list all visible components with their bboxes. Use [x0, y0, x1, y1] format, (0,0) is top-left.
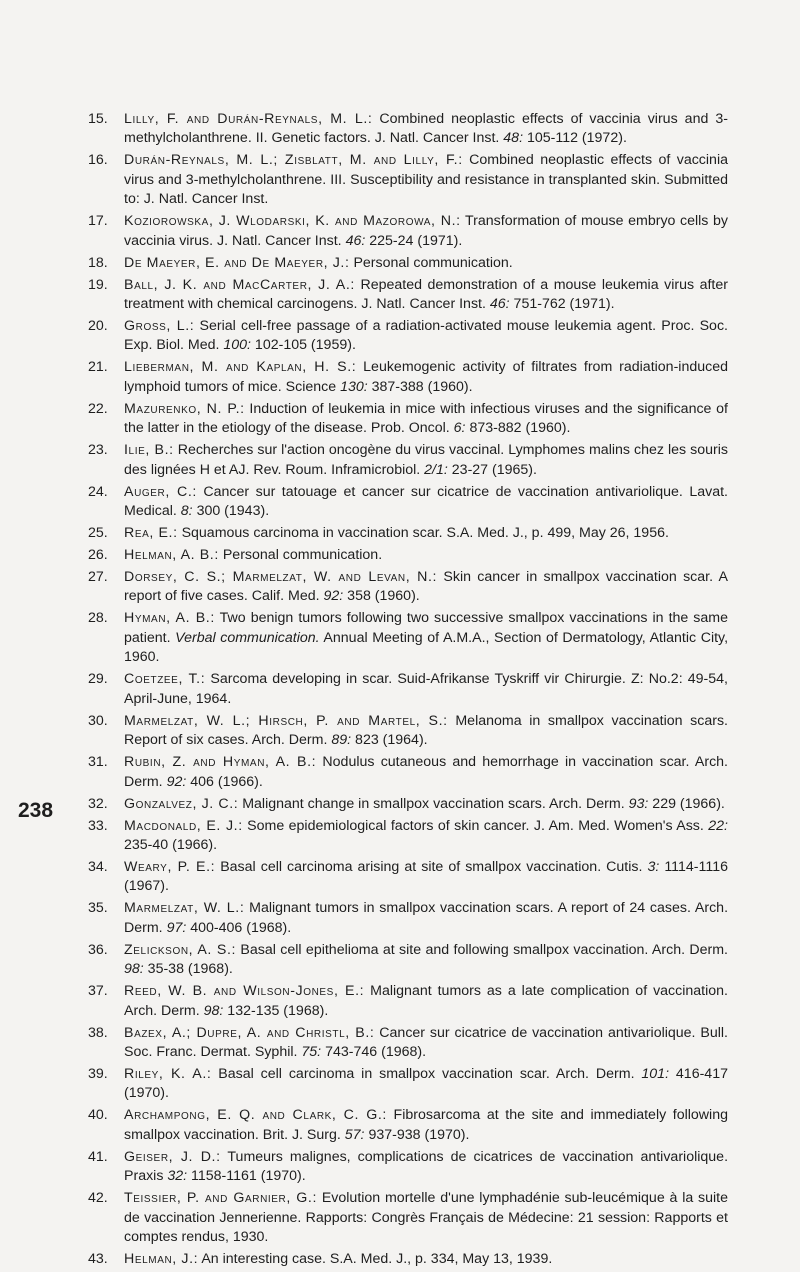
- reference-authors: Ball, J. K. and MacCarter, J. A.:: [124, 276, 355, 293]
- reference-tail: 23-27 (1965).: [447, 461, 537, 478]
- reference-authors: Zelickson, A. S.:: [124, 941, 237, 958]
- reference-text: Cancer sur tatouage et cancer sur cicatrice de vaccination antivariolique. Lavat. Medical.: [124, 483, 729, 520]
- reference-authors: Lieberman, M. and Kaplan, H. S.:: [124, 359, 357, 376]
- reference-item: [88, 941, 728, 980]
- reference-authors: Coetzee, T.:: [124, 671, 206, 688]
- reference-number: 24.: [88, 483, 108, 500]
- reference-tail: 300 (1943).: [192, 503, 270, 520]
- reference-volume: 130:: [340, 378, 368, 395]
- reference-volume: 97:: [166, 919, 187, 936]
- reference-authors: Ilie, B.:: [124, 442, 174, 459]
- reference-authors: Weary, P. E.:: [124, 858, 216, 875]
- reference-volume: 92:: [323, 588, 344, 605]
- reference-authors: Geiser, J. D.:: [124, 1148, 221, 1165]
- reference-volume: Verbal communication.: [175, 629, 320, 646]
- reference-tail: 823 (1964).: [351, 732, 428, 749]
- reference-number: 42.: [88, 1190, 108, 1207]
- reference-volume: 75:: [301, 1043, 322, 1060]
- reference-item: [88, 400, 728, 439]
- reference-item: [88, 795, 728, 814]
- reference-volume: 2/1:: [424, 461, 448, 478]
- reference-list: [88, 110, 728, 1272]
- reference-authors: Helman, A. B.:: [124, 547, 219, 564]
- reference-volume: 46:: [345, 232, 366, 249]
- reference-volume: 32:: [167, 1168, 188, 1185]
- reference-tail: 1158-1161 (1970).: [187, 1168, 306, 1185]
- reference-text: Combined neoplastic effects of vaccinia virus and 3-methylcholanthrene. II. Genetic factors. J. Natl. Cancer Inst.: [124, 111, 728, 147]
- reference-volume: 22:: [708, 817, 728, 834]
- reference-authors: Lilly, F. and Durán-Reynals, M. L.:: [124, 111, 373, 127]
- reference-number: 37.: [88, 983, 108, 1000]
- reference-authors: Auger, C.:: [124, 483, 197, 500]
- reference-volume: 93:: [628, 795, 649, 812]
- reference-text: Repeated demonstration of a mouse leukemia virus after treatment with chemical carcinogens. J. Natl. Cancer Inst.: [124, 276, 728, 313]
- reference-number: 28.: [88, 610, 108, 627]
- reference-item: [88, 483, 728, 522]
- reference-volume: 100:: [223, 337, 251, 354]
- reference-text: An interesting case. S.A. Med. J., p. 334, May 13, 1939.: [198, 1250, 553, 1267]
- reference-text: Skin cancer in smallpox vaccination scar. A report of five cases. Calif. Med.: [124, 569, 729, 605]
- reference-text: Evolution mortelle d'une lymphadénie sub-leucémique à la suite de vaccination Jennerienne. Rapports: Congrès Français de Médecine: 21 session: Rapports et comptes rendus, 1930.: [124, 1190, 729, 1245]
- reference-authors: Rea, E.:: [124, 525, 178, 542]
- reference-item: [88, 712, 728, 751]
- reference-number: 19.: [88, 276, 108, 293]
- reference-text: Personal communication.: [218, 547, 383, 564]
- reference-number: 38.: [88, 1024, 108, 1041]
- reference-item: [88, 151, 728, 209]
- reference-number: 43.: [88, 1250, 108, 1267]
- reference-item: [88, 1148, 728, 1187]
- reference-item: [88, 254, 728, 273]
- reference-tail: 937-938 (1970).: [364, 1126, 470, 1143]
- reference-number: 31.: [88, 754, 108, 771]
- reference-tail: 406 (1966).: [186, 773, 263, 790]
- reference-tail: 1114-1116 (1967).: [124, 858, 728, 895]
- reference-item: [88, 1106, 728, 1145]
- reference-authors: Riley, K. A.:: [124, 1065, 212, 1082]
- reference-authors: Gonzalvez, J. C.:: [124, 795, 239, 812]
- reference-volume: 101:: [641, 1065, 670, 1082]
- reference-volume: 8:: [180, 503, 193, 520]
- reference-text: Melanoma in smallpox vaccination scars. Report of six cases. Arch. Derm.: [124, 712, 728, 749]
- reference-volume: 89:: [331, 732, 352, 749]
- reference-text: Malignant tumors as a late complication of vaccination. Arch. Derm.: [124, 983, 728, 1019]
- reference-tail: Annual Meeting of A.M.A., Section of Dermatology, Atlantic City, 1960.: [124, 629, 729, 666]
- reference-number: 16.: [88, 152, 108, 169]
- reference-item: [88, 1189, 728, 1247]
- reference-text: Basal cell epithelioma at site and following smallpox vaccination. Arch. Derm.: [236, 941, 729, 958]
- reference-tail: 743-746 (1968).: [321, 1043, 427, 1060]
- reference-authors: Gross, L.:: [124, 318, 195, 335]
- reference-volume: 6:: [453, 420, 466, 437]
- reference-item: [88, 753, 728, 792]
- reference-text: Recherches sur l'action oncogène du virus vaccinal. Lymphomes malins chez les souris des lignées H et AJ. Rev. Roum. Inframicrobiol.: [124, 442, 728, 478]
- reference-tail: 358 (1960).: [343, 588, 420, 605]
- reference-number: 23.: [88, 442, 108, 459]
- reference-number: 15.: [88, 111, 108, 127]
- reference-text: Leukemogenic activity of filtrates from radiation-induced lymphoid tumors of mice. Science: [124, 359, 728, 395]
- reference-number: 36.: [88, 941, 108, 958]
- reference-tail: 400-406 (1968).: [186, 919, 292, 936]
- reference-number: 30.: [88, 712, 108, 729]
- reference-authors: Reed, W. B. and Wilson-Jones, E.:: [124, 983, 365, 1000]
- reference-tail: 102-105 (1959).: [250, 337, 356, 354]
- reference-number: 39.: [88, 1065, 108, 1082]
- reference-item: [88, 524, 728, 543]
- reference-tail: 387-388 (1960).: [367, 378, 473, 395]
- reference-number: 17.: [88, 213, 108, 230]
- reference-authors: Durán-Reynals, M. L.; Zisblatt, M. and Lilly, F.:: [124, 152, 463, 169]
- reference-number: 33.: [88, 817, 108, 834]
- reference-item: [88, 1250, 728, 1269]
- reference-number: 21.: [88, 359, 108, 376]
- reference-text: Tumeurs malignes, complications de cicatrices de vaccination antivariolique. Praxis: [124, 1148, 729, 1185]
- reference-volume: 92:: [166, 773, 187, 790]
- reference-item: [88, 212, 728, 251]
- reference-authors: Marmelzat, W. L.; Hirsch, P. and Martel, S.:: [124, 712, 448, 729]
- reference-number: 25.: [88, 525, 108, 542]
- reference-volume: 98:: [203, 1002, 224, 1019]
- reference-item: [88, 276, 728, 315]
- reference-authors: Bazex, A.; Dupre, A. and Christl, B.:: [124, 1024, 375, 1041]
- page-number: 238: [18, 799, 54, 822]
- reference-item: [88, 441, 728, 480]
- reference-text: Squamous carcinoma in vaccination scar. S.A. Med. J., p. 499, May 26, 1956.: [177, 525, 669, 542]
- reference-text: Malignant tumors in smallpox vaccination scars. A report of 24 cases. Arch. Derm.: [124, 900, 729, 936]
- reference-number: 41.: [88, 1148, 108, 1165]
- reference-text: Induction of leukemia in mice with infectious viruses and the significance of the latter in the etiology of the disease. Prob. Oncol.: [124, 400, 728, 437]
- reference-text: Basal cell carcinoma arising at site of smallpox vaccination. Cutis.: [215, 858, 648, 875]
- reference-text: Some epidemiological factors of skin cancer. J. Am. Med. Women's Ass.: [242, 817, 709, 834]
- reference-authors: De Maeyer, E. and De Maeyer, J.:: [124, 254, 350, 271]
- reference-tail: 873-882 (1960).: [465, 420, 571, 437]
- reference-text: Transformation of mouse embryo cells by vaccinia virus. J. Natl. Cancer Inst.: [124, 213, 728, 249]
- reference-text: Personal communication.: [349, 254, 513, 271]
- reference-authors: Hyman, A. B.:: [124, 610, 215, 627]
- reference-number: 34.: [88, 858, 108, 875]
- reference-text: Cancer sur cicatrice de vaccination antivariolique. Bull. Soc. Franc. Dermat. Syphil.: [124, 1024, 728, 1060]
- reference-item: [88, 110, 728, 149]
- reference-item: [88, 982, 728, 1021]
- reference-number: 18.: [88, 254, 108, 271]
- reference-item: [88, 670, 728, 709]
- reference-item: [88, 858, 728, 897]
- reference-number: 32.: [88, 795, 108, 812]
- reference-item: [88, 899, 728, 938]
- reference-tail: 105-112 (1972).: [523, 130, 627, 147]
- reference-tail: 229 (1966).: [648, 795, 725, 812]
- reference-item: [88, 546, 728, 565]
- reference-text: Malignant change in smallpox vaccination scars. Arch. Derm.: [238, 795, 629, 812]
- reference-item: [88, 568, 728, 607]
- reference-number: 22.: [88, 400, 108, 417]
- reference-text: Two benign tumors following two successive smallpox vaccinations in the same patient.: [124, 610, 729, 646]
- reference-volume: 57:: [344, 1126, 365, 1143]
- reference-authors: Rubin, Z. and Hyman, A. B.:: [124, 754, 317, 771]
- reference-authors: Dorsey, C. S.; Marmelzat, W. and Levan, N.:: [124, 569, 438, 586]
- reference-item: [88, 1024, 728, 1063]
- reference-volume: 48:: [503, 130, 524, 147]
- reference-number: 40.: [88, 1107, 108, 1124]
- reference-authors: Teissier, P. and Garnier, G.:: [124, 1190, 318, 1207]
- reference-authors: Helman, J.:: [124, 1250, 199, 1267]
- reference-item: [88, 317, 728, 356]
- reference-tail: 35-38 (1968).: [143, 961, 233, 978]
- reference-number: 27.: [88, 569, 108, 586]
- reference-authors: Macdonald, E. J.:: [124, 817, 243, 834]
- reference-text: Serial cell-free passage of a radiation-activated mouse leukemia agent. Proc. Soc. Exp. Biol. Med.: [124, 318, 728, 354]
- reference-number: 29.: [88, 671, 108, 688]
- reference-volume: 46:: [489, 296, 510, 313]
- reference-number: 26.: [88, 547, 108, 564]
- reference-text: Fibrosarcoma at the site and immediately following smallpox vaccination. Brit. J. Surg.: [124, 1107, 728, 1143]
- reference-tail: 416-417 (1970).: [124, 1065, 728, 1102]
- reference-number: 35.: [88, 900, 108, 917]
- reference-text: Nodulus cutaneous and hemorrhage in vaccination scar. Arch. Derm.: [124, 754, 728, 790]
- reference-volume: 98:: [124, 961, 144, 978]
- reference-tail: 132-135 (1968).: [223, 1002, 329, 1019]
- reference-text: Sarcoma developing in scar. Suid-Afrikanse Tyskriff vir Chirurgie. Z: No.2: 49-54, April-June, 1964.: [124, 671, 728, 707]
- reference-text: Combined neoplastic effects of vaccinia virus and 3-methylcholanthrene. III. Susceptibility and resistance in transplanted skin. Submitted to: J. Natl. Cancer Inst.: [124, 152, 728, 208]
- reference-volume: 3:: [647, 858, 660, 875]
- reference-item: [88, 358, 728, 397]
- reference-text: Basal cell carcinoma in smallpox vaccination scar. Arch. Derm.: [211, 1065, 642, 1082]
- reference-tail: 235-40 (1966).: [124, 836, 218, 853]
- reference-tail: 225-24 (1971).: [365, 232, 463, 249]
- reference-tail: 751-762 (1971).: [509, 296, 615, 313]
- reference-number: 20.: [88, 318, 108, 335]
- reference-item: [88, 609, 728, 667]
- reference-authors: Mazurenko, N. P.:: [124, 400, 245, 417]
- reference-authors: Marmelzat, W. L.:: [124, 900, 245, 917]
- reference-authors: Koziorowska, J. Wlodarski, K. and Mazorowa, N.:: [124, 213, 461, 230]
- reference-item: [88, 1065, 728, 1104]
- reference-item: [88, 817, 728, 856]
- reference-authors: Archampong, E. Q. and Clark, C. G.:: [124, 1107, 387, 1124]
